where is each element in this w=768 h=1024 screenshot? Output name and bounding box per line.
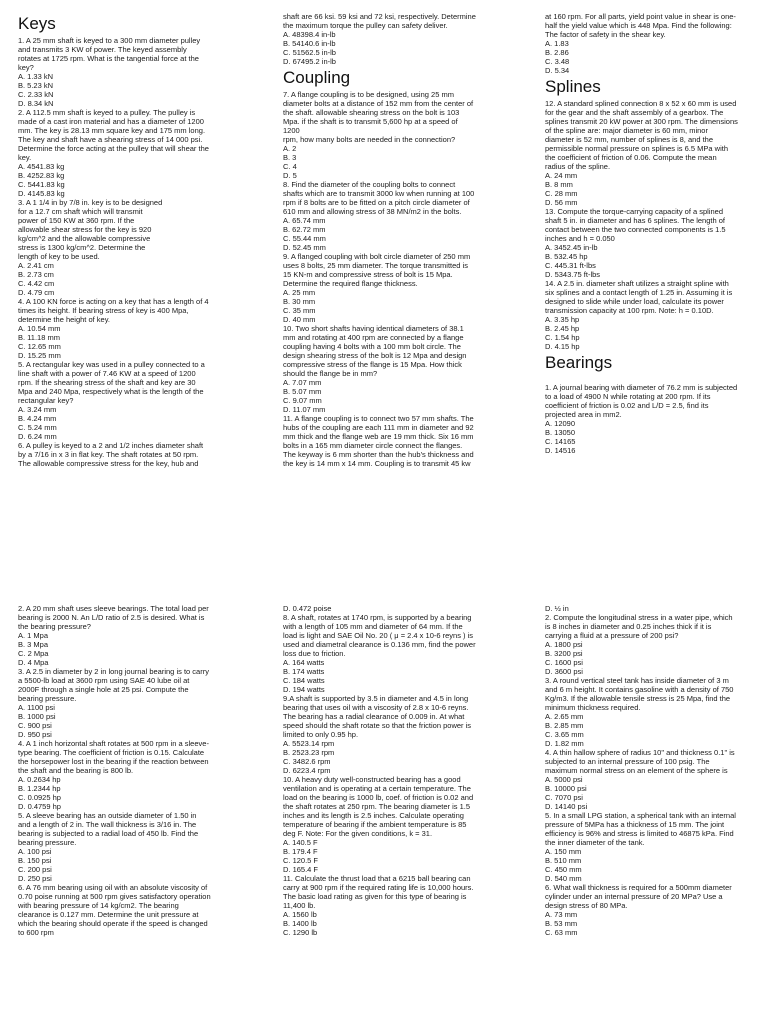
column-3 [545,12,763,572]
text-block: 12. A standard splined connection 8 x 52 x 60 mm is used for the gear and the shaft assembly of a gearbox. The splines transmit 20 kW power at 300 rpm. The dimensions of the spline are: major diameter is 60 mm, minor diameter is 52 mm, number of splines is 8, and the permissible normal pressure on splines is 6.5 MPa with the coefficient of friction of 0.06. Compute the mean radius of the spline. A. 24 mm B. 8 mm C. 28 mm D. 56 mm 13. Compute the torque-carrying capacity of a splined shaft 5 in. in diameter and has 6 splines. The length of contact between the two connected components is 1.5 inches and h = 0.050 A. 3452.45 in-lb B. 532.45 hp C. 445.31 ft-lbs D. 5343.75 ft-lbs 14. A 2.5 in. diameter shaft utilizes a straight spline with six splines and a contact length of 1.25 in. Assuming it is designed to slide while under load, calculate its power transmission capacity at 100 rpm. Note: h = 0.10D. A. 3.35 hp B. 2.45 hp C. 1.54 hp D. 4.15 hp [545,99,738,351]
section-heading-coupling: Coupling [283,68,351,87]
text-block: at 160 rpm. For all parts, yield point value in shear is one- half the yield value which is 448 Mpa. Find the following: The factor of safety in the shear key. A. 1.83 B. 2.86 C. 3.48 D. 5.34 [545,12,736,75]
text-block: 1. A 25 mm shaft is keyed to a 300 mm diameter pulley and transmits 3 KW of power. The keyed assembly rotates at 1725 rpm. What is the tangential force at the key? A. 1.33 kN B. 5.23 kN C. 2.33 kN D. 8.34 kN 2. A 112.5 mm shaft is keyed to a pulley. The pulley is made of a cast iron material and has a diameter of 1200 mm. The key is 28.13 mm square key and 175 mm long. The key and shaft have a shearing stress of 14 000 psi. Determine the force acting at the pulley that will shear the key. A. 4541.83 kg B. 4252.83 kg C. 5441.83 kg D. 4145.83 kg 3. A 1 1/4 in by 7/8 in. key is to be designed for a 12.7 cm shaft which will transmit power of 150 KW at 360 rpm. If the allowable shear stress for the key is 920 kg/cm^2 and the allowable compressive stress is 1300 kg/cm^2. Determine the length of key to be used. A. 2.41 cm B. 2.73 cm C. 4.42 cm D. 4.79 cm 4. A 100 KN force is acting on a key that has a length of 4 times its height. If bearing stress of key is 400 Mpa, determine the height of key. A. 10.54 mm B. 11.18 mm C. 12.65 mm D. 15.25 mm 5. A rectangular key was used in a pulley connected to a line shaft with a power of 7.46 KW at a speed of 1200 rpm. If the shearing stress of the shaft and key are 30 Mpa and 240 Mpa, respectively what is the length of the rectangular key? A. 3.24 mm B. 4.24 mm C. 5.24 mm D. 6.24 mm 6. A pulley is keyed to a 2 and 1/2 inches diameter shaft by a 7/16 in x 3 in flat key. The shaft rotates at 50 rpm. The allowable compressive stress for the key, hub and [18,36,209,468]
column-1 [18,12,256,572]
section-heading-keys: Keys [18,14,56,33]
text-block: shaft are 66 ksi. 59 ksi and 72 ksi, respectively. Determine the maximum torque the pulley can safety deliver. A. 48398.4 in-lb B. 54140.6 in-lb C. 51562.5 in-lb D. 67495.2 in-lb [283,12,476,66]
column-1 [18,604,256,1024]
text-block: 7. A flange coupling is to be designed, using 25 mm diameter bolts at a distance of 152 mm from the center of the shaft. allowable shearing stress on the bolt is 103 Mpa. if the shaft is to transmit 5,600 hp at a speed of 1200 rpm, how many bolts are needed in the connection? A. 2 B. 3 C. 4 D. 5 8. Find the diameter of the coupling bolts to connect shafts which are to transmit 3000 kw when running at 100 rpm if 8 bolts are to be fitted on a pitch circle diameter of 610 mm and allowing stress of 38 MN/m2 in the bolts. A. 65.74 mm B. 62.72 mm C. 55.44 mm D. 52.45 mm 9. A flanged coupling with bolt circle diameter of 250 mm uses 8 bolts, 25 mm diameter. The torque transmitted is 15 KN-m and compressive stress of bolt is 15 Mpa. Determine the required flange thickness. A. 25 mm B. 30 mm C. 35 mm D. 40 mm 10. Two short shafts having identical diameters of 38.1 mm and rotating at 400 rpm are connected by a flange coupling having 4 bolts with a 100 mm bolt circle. The design shearing stress of the bolt is 12 Mpa and design compressive stress of the flange is 15 Mpa. How thick should the flange be in mm? A. 7.07 mm B. 5.07 mm C. 9.07 mm D. 11.07 mm 11. A flange coupling is to connect two 57 mm shafts. The hubs of the coupling are each 111 mm in diameter and 92 mm thick and the flange web are 19 mm thick. Six 16 mm bolts in a 165 mm diameter circle connect the flanges. The keyway is 6 mm shorter than the hub's thickness and the key is 14 mm x 14 mm. Coupling is to transmit 45 kw [283,90,475,468]
page-panel-bottom [0,604,768,1024]
section-heading-splines: Splines [545,77,601,96]
text-block: D. ½ in 2. Compute the longitudinal stress in a water pipe, which is 8 inches in diameter and 0.25 inches thick if it is carrying a fluid at a pressure of 200 psi? A. 1800 psi B. 3200 psi C. 1600 psi D. 3600 psi 3. A round vertical steel tank has inside diameter of 3 m and 6 m height. It contains gasoline with a density of 750 Kg/m3. If the allowable tensile stress is 25 Mpa, find the minimum thickness required. A. 2.65 mm B. 2.85 mm C. 3.65 mm D. 1.82 mm 4. A thin hallow sphere of radius 10" and thickness 0.1" is subjected to an internal pressure of 100 psig. The maximum normal stress on an element of the sphere is A. 5000 psi B. 10000 psi C. 7070 psi D. 14140 psi 5. In a small LPG station, a spherical tank with an internal pressure of 5MPa has a thickness of 15 mm. The joint efficiency is 96% and stress is limited to 46875 kPa. Find the inner diameter of the tank. A. 150 mm B. 510 mm C. 450 mm D. 540 mm 6. What wall thickness is required for a 500mm diameter cylinder under an internal pressure of 20 MPa? Use a design stress of 80 MPa. A. 73 mm B. 53 mm C. 63 mm [545,604,736,937]
column-2 [283,604,519,1024]
section-heading-bearings: Bearings [545,353,613,372]
text-block: 2. A 20 mm shaft uses sleeve bearings. The total load per bearing is 2000 N. An L/D ratio of 2.5 is desired. What is the bearing pressure? A. 1 Mpa B. 3 Mpa C. 2 Mpa D. 4 Mpa 3. A 2.5 in diameter by 2 in long journal bearing is to carry a 5500-lb load at 3600 rpm using SAE 40 lube oil at 2000F through a single hole at 25 psi. Compute the bearing pressure. A. 1100 psi B. 1000 psi C. 900 psi D. 950 psi 4. A 1 inch horizontal shaft rotates at 500 rpm in a sleeve- type bearing. The coefficient of friction is 0.15. Calculate the horsepower lost in the bearing if the reaction between the shaft and the bearing is 800 lb. A. 0.2634 hp B. 1.2344 hp C. 0.0925 hp D. 0.4759 hp 5. A sleeve bearing has an outside diameter of 1.50 in and a length of 2 in. The wall thickness is 3/16 in. The bearing is subjected to a radial load of 450 lb. Find the bearing pressure. A. 100 psi B. 150 psi C. 200 psi D. 250 psi 6. A 76 mm bearing using oil with an absolute viscosity of 0.70 poise running at 500 rpm gives satisfactory operation with bearing pressure of 14 kg/cm2. The bearing clearance is 0.127 mm. Determine the unit pressure at which the bearing should operate if the speed is changed to 600 rpm [18,604,211,937]
text-block: 1. A journal bearing with diameter of 76.2 mm is subjected to a load of 4900 N while rotating at 200 rpm. If its coefficient of friction is 0.02 and L/D = 2.5, find its projected area in mm2. A. 12090 B. 13050 C. 14165 D. 14516 [545,383,738,455]
column-2 [283,12,519,572]
text-block: D. 0.472 poise 8. A shaft, rotates at 1740 rpm, is supported by a bearing with a length of 105 mm and diameter of 64 mm. If the load is light and SAE Oil No. 20 ( μ = 2.4 x 10-6 reyns ) is used and diametral clearance is 0.136 mm, find the power loss due to friction. A. 164 watts B. 174 watts C. 184 watts D. 194 watts 9.A shaft is supported by 3.5 in diameter and 4.5 in long bearing that uses oil with a viscosity of 2.8 x 10-6 reyns. The bearing has a radial clearance of 0.009 in. At what speed should the shaft rotate so that the friction power is limited to only 0.95 hp. A. 5523.14 rpm B. 2523.23 rpm C. 3482.6 rpm D. 6223.4 rpm 10. A heavy duty well-constructed bearing has a good ventilation and is operating at a certain temperature. The load on the bearing is 1000 lb, coef. of friction is 0.02 and the shaft rotates at 250 rpm. The bearing diameter is 1.5 inches and its length is 2.5 inches. Calculate operating temperature of bearing if the ambient temperature is 85 deg F. Note: For the given conditions, k = 31. A. 140.5 F B. 179.4 F C. 120.5 F D. 165.4 F 11. Calculate the thrust load that a 6215 ball bearing can carry at 900 rpm if the required rating life is 10,000 hours. The basic load rating as given for this type of bearing is 11,400 lb. A. 1560 lb B. 1400 lb C. 1290 lb [283,604,476,937]
column-3 [545,604,763,1024]
